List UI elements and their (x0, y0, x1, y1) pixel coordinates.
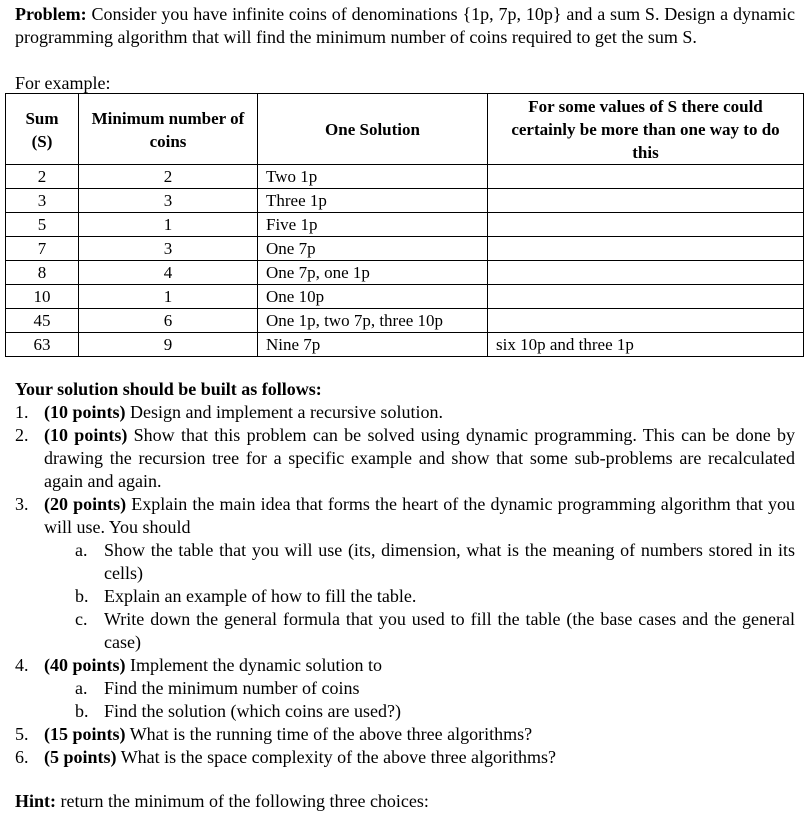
sub-item-letter: c. (75, 609, 88, 629)
item-number: 2. (15, 425, 29, 445)
cell-one-solution: Nine 7p (258, 333, 488, 357)
cell-one-solution: One 7p, one 1p (258, 261, 488, 285)
hint (15, 790, 429, 813)
cell-one-solution: Five 1p (258, 213, 488, 237)
table-row (6, 189, 804, 213)
item-text: What is the space complexity of the above three algorithms? (116, 747, 557, 767)
table-row (6, 213, 804, 237)
example-table (5, 93, 804, 357)
problem-text: Consider you have infinite coins of denominations {1p, 7p, 10p} and a sum S. Design a dynamic programming algorithm that will find the minimum number of coins required to get the sum S. (15, 4, 795, 47)
item-text: What is the running time of the above three algorithms? (125, 724, 533, 744)
sub-item-text: Explain an example of how to fill the table. (104, 586, 417, 606)
cell-alternative (488, 213, 804, 237)
sub-item-text: Find the minimum number of coins (104, 678, 360, 698)
solution-item (15, 723, 795, 746)
solution-item (15, 401, 795, 424)
item-number: 6. (15, 747, 29, 767)
cell-min-coins: 6 (79, 309, 258, 333)
header-alternatives: For some values of S there could certainly be more than one way to do this (488, 94, 804, 165)
item-number: 4. (15, 655, 29, 675)
item-text: Explain the main idea that forms the heart of the dynamic programming algorithm that you will use. You should (44, 494, 795, 537)
item-points: (10 points) (44, 425, 128, 445)
table-row (6, 165, 804, 189)
solution-item (15, 654, 795, 723)
table-row (6, 261, 804, 285)
item-text: Implement the dynamic solution to (125, 655, 382, 675)
item-points: (10 points) (44, 402, 126, 422)
sub-item-text: Show the table that you will use (its, dimension, what is the meaning of numbers stored in its cells) (104, 540, 795, 583)
solution-title: Your solution should be built as follows: (15, 379, 322, 399)
sub-item-text: Find the solution (which coins are used?) (104, 701, 401, 721)
sub-item (44, 585, 795, 608)
cell-one-solution: One 1p, two 7p, three 10p (258, 309, 488, 333)
cell-sum: 7 (6, 237, 79, 261)
item-points: (15 points) (44, 724, 126, 744)
sub-item-text: Write down the general formula that you used to fill the table (the base cases and the general case) (104, 609, 795, 652)
cell-sum: 5 (6, 213, 79, 237)
cell-one-solution: Two 1p (258, 165, 488, 189)
cell-alternative (488, 261, 804, 285)
cell-sum: 63 (6, 333, 79, 357)
example-label: For example: (15, 73, 111, 93)
solution-list (15, 401, 795, 769)
item-points: (40 points) (44, 655, 126, 675)
cell-alternative (488, 189, 804, 213)
hint-text: return the minimum of the following three choices: (56, 791, 429, 811)
sub-item-letter: a. (75, 540, 88, 560)
item-points: (20 points) (44, 494, 127, 514)
item-text: Design and implement a recursive solution. (125, 402, 443, 422)
cell-one-solution: One 7p (258, 237, 488, 261)
cell-min-coins: 3 (79, 189, 258, 213)
hint-label: Hint: (15, 791, 57, 811)
cell-alternative (488, 237, 804, 261)
table-row (6, 285, 804, 309)
cell-sum: 8 (6, 261, 79, 285)
solution-item (15, 424, 795, 493)
sub-item (44, 608, 795, 654)
item-number: 3. (15, 494, 29, 514)
sub-item-letter: b. (75, 586, 89, 606)
cell-sum: 3 (6, 189, 79, 213)
cell-min-coins: 3 (79, 237, 258, 261)
cell-min-coins: 4 (79, 261, 258, 285)
cell-min-coins: 1 (79, 285, 258, 309)
cell-alternative (488, 165, 804, 189)
item-points: (5 points) (44, 747, 117, 767)
cell-sum: 2 (6, 165, 79, 189)
sub-item-letter: b. (75, 701, 89, 721)
cell-min-coins: 2 (79, 165, 258, 189)
cell-alternative (488, 309, 804, 333)
cell-alternative (488, 285, 804, 309)
cell-sum: 45 (6, 309, 79, 333)
item-text: Show that this problem can be solved using dynamic programming. This can be done by drawing the recursion tree for a specific example and show that some sub-problems are recalculated again and again. (44, 425, 795, 491)
table-header-row (6, 94, 804, 165)
item-number: 1. (15, 402, 29, 422)
cell-alternative: six 10p and three 1p (488, 333, 804, 357)
header-sum: Sum (S) (6, 94, 79, 165)
solution-item (15, 493, 795, 654)
table-row (6, 237, 804, 261)
sub-list (44, 539, 795, 654)
header-min-coins: Minimum number of coins (79, 94, 258, 165)
cell-one-solution: Three 1p (258, 189, 488, 213)
sub-item (44, 539, 795, 585)
problem-statement (15, 3, 795, 49)
sub-item (44, 700, 795, 723)
cell-sum: 10 (6, 285, 79, 309)
cell-min-coins: 1 (79, 213, 258, 237)
problem-label: Problem: (15, 4, 87, 24)
sub-list (44, 677, 795, 723)
sub-item-letter: a. (75, 678, 88, 698)
sub-item (44, 677, 795, 700)
solution-item (15, 746, 795, 769)
cell-one-solution: One 10p (258, 285, 488, 309)
item-number: 5. (15, 724, 29, 744)
table-row (6, 309, 804, 333)
cell-min-coins: 9 (79, 333, 258, 357)
table-row (6, 333, 804, 357)
header-one-solution: One Solution (258, 94, 488, 165)
